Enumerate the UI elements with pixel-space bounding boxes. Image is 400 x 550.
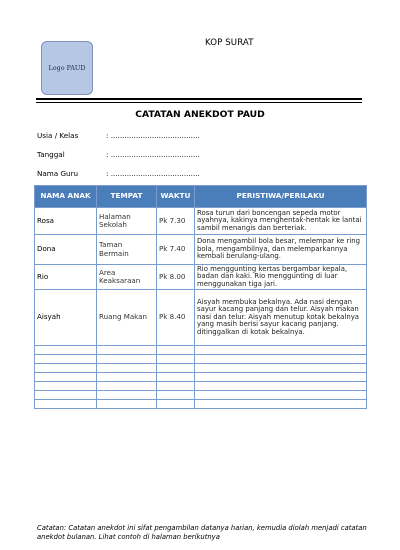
footnote: Catatan: Catatan anekdot ini sifat pengambilan datanya harian, kemudia diolah menjadi catatan anekdot bulanan. Lihat contoh di halaman berikutnya <box>37 524 367 541</box>
empty-cell[interactable] <box>195 364 367 373</box>
empty-cell[interactable] <box>97 382 157 391</box>
empty-table-row <box>35 346 367 355</box>
empty-cell[interactable] <box>157 391 195 400</box>
empty-cell[interactable] <box>97 391 157 400</box>
empty-table-row <box>35 382 367 391</box>
empty-cell[interactable] <box>35 391 97 400</box>
table-row <box>35 265 367 290</box>
empty-table-row <box>35 373 367 382</box>
field-label-usia-kelas: Usia / Kelas <box>37 131 79 140</box>
empty-cell[interactable] <box>35 355 97 364</box>
header-tempat: TEMPAT <box>97 186 157 208</box>
cell-nama-anak: Rio <box>35 265 97 290</box>
empty-cell[interactable] <box>195 355 367 364</box>
empty-table-row <box>35 400 367 409</box>
field-value-usia-kelas[interactable]: : ....................................... <box>106 131 200 140</box>
header-waktu: WAKTU <box>157 186 195 208</box>
header-nama-anak: NAMA ANAK <box>35 186 97 208</box>
document-title: CATATAN ANEKDOT PAUD <box>135 109 265 120</box>
logo-placeholder <box>41 41 93 95</box>
table-row <box>35 208 367 235</box>
header-peristiwa: PERISTIWA/PERILAKU <box>195 186 367 208</box>
empty-cell[interactable] <box>35 382 97 391</box>
empty-table-row <box>35 391 367 400</box>
empty-cell[interactable] <box>35 373 97 382</box>
empty-cell[interactable] <box>157 400 195 409</box>
empty-cell[interactable] <box>97 355 157 364</box>
anecdote-table <box>34 185 367 409</box>
cell-peristiwa: Aisyah membuka bekalnya. Ada nasi dengan sayur kacang panjang dan telur. Aisyah makan nasi dan telur. Aisyah menutup kotak bekalnya yang masih berisi sayur kacang panjang. ditinggalkan di kotak bekalnya. <box>195 290 367 346</box>
table-header-row <box>35 186 367 208</box>
empty-cell[interactable] <box>157 346 195 355</box>
cell-nama-anak: Aisyah <box>35 290 97 346</box>
empty-cell[interactable] <box>97 373 157 382</box>
letterhead-title: KOP SURAT <box>205 38 254 48</box>
empty-table-row <box>35 355 367 364</box>
empty-cell[interactable] <box>97 400 157 409</box>
empty-cell[interactable] <box>195 391 367 400</box>
cell-nama-anak: Dona <box>35 235 97 265</box>
empty-cell[interactable] <box>157 355 195 364</box>
cell-peristiwa: Rio menggunting kertas bergambar kepala, badan dan kaki. Rio menggunting di luar menggunakan tiga jari. <box>195 265 367 290</box>
letterhead-rule-thin <box>36 102 362 103</box>
empty-cell[interactable] <box>195 373 367 382</box>
cell-waktu: Pk 7.40 <box>157 235 195 265</box>
empty-cell[interactable] <box>195 346 367 355</box>
table-row <box>35 235 367 265</box>
letterhead-rule-thick <box>36 98 362 100</box>
empty-cell[interactable] <box>35 364 97 373</box>
empty-cell[interactable] <box>157 382 195 391</box>
empty-cell[interactable] <box>35 346 97 355</box>
empty-cell[interactable] <box>157 373 195 382</box>
cell-peristiwa: Dona mengambil bola besar, melempar ke ring bola, mengambilnya, dan melemparkannya kembali berulang-ulang. <box>195 235 367 265</box>
cell-tempat: Area Keaksaraan <box>97 265 157 290</box>
field-label-nama-guru: Nama Guru <box>37 169 79 178</box>
field-label-tanggal: Tanggal <box>37 150 65 159</box>
empty-cell[interactable] <box>195 382 367 391</box>
empty-cell[interactable] <box>97 364 157 373</box>
empty-table-row <box>35 364 367 373</box>
cell-tempat: Halaman Sekolah <box>97 208 157 235</box>
empty-cell[interactable] <box>195 400 367 409</box>
empty-cell[interactable] <box>157 364 195 373</box>
cell-waktu: Pk 8.40 <box>157 290 195 346</box>
cell-nama-anak: Rosa <box>35 208 97 235</box>
empty-cell[interactable] <box>35 400 97 409</box>
empty-cell[interactable] <box>97 346 157 355</box>
table-row <box>35 290 367 346</box>
cell-waktu: Pk 8.00 <box>157 265 195 290</box>
cell-tempat: Ruang Makan <box>97 290 157 346</box>
field-value-tanggal[interactable]: : ....................................... <box>106 150 200 159</box>
field-value-nama-guru[interactable]: : ....................................... <box>106 169 200 178</box>
cell-waktu: Pk 7.30 <box>157 208 195 235</box>
cell-peristiwa: Rosa turun dari boncengan sepeda motor ayahnya, kakinya menghentak-hentak ke lantai sambil menangis dan berteriak. <box>195 208 367 235</box>
cell-tempat: Taman Bermain <box>97 235 157 265</box>
logo-text: Logo PAUD <box>48 64 86 72</box>
